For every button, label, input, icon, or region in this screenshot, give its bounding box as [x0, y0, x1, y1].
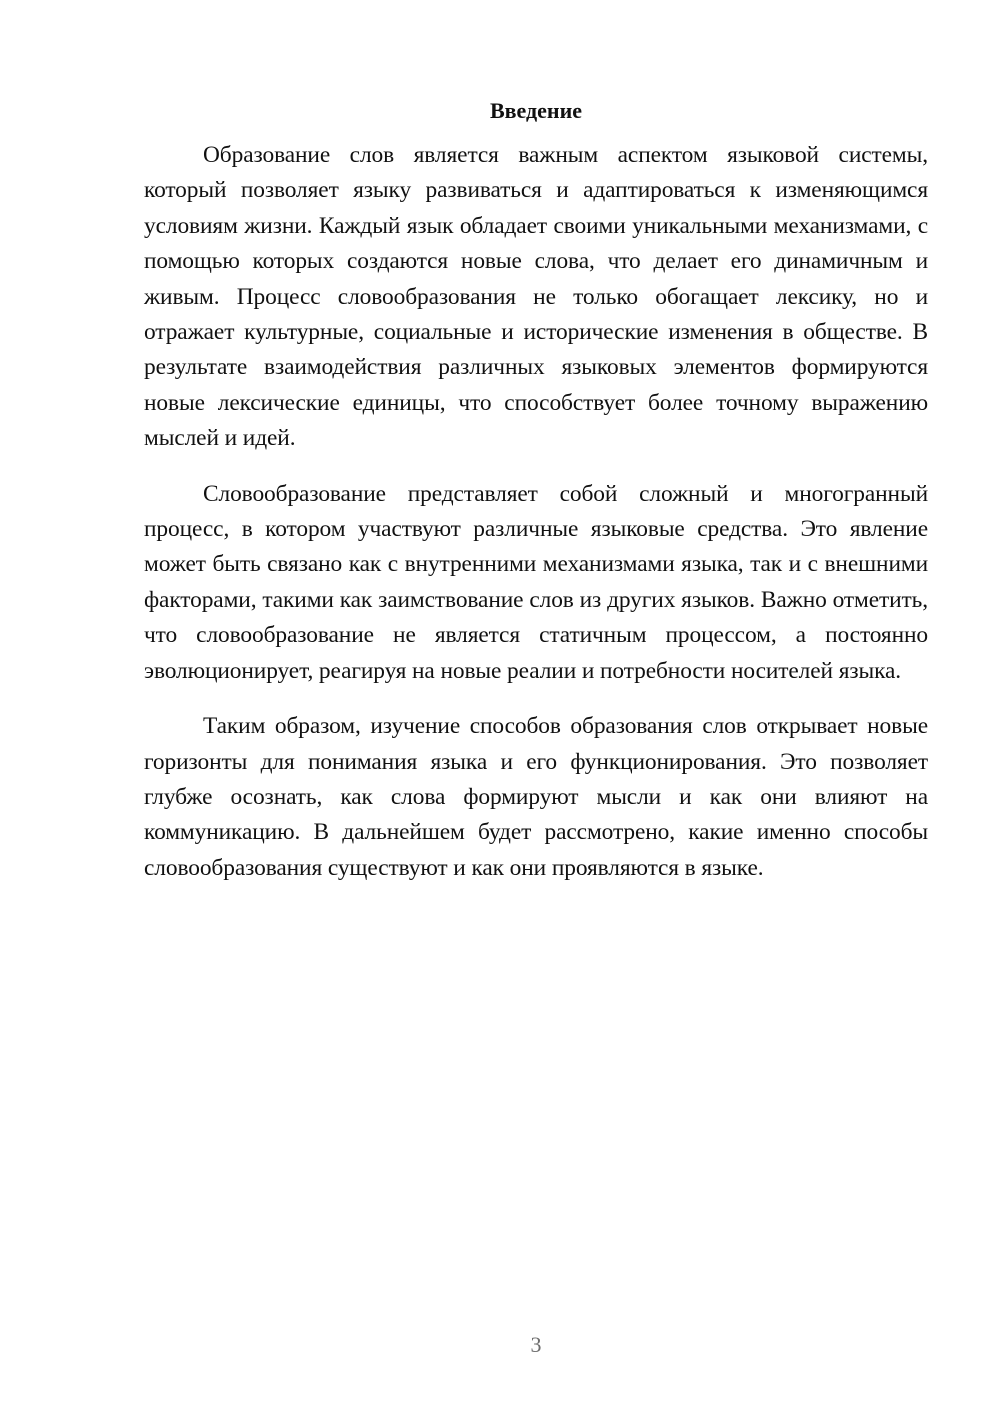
paragraph-2: Словообразование представляет собой сложный и многогранный процесс, в котором участвуют различные языковые средства. Это явление может быть связано как с внутренними механизмами языка, так и с внешними факторами, такими как заимствование слов из других языков. Важно отметить, что словообразование не является статичным процессом, а постоянно эволюционирует, реагируя на новые реалии и потребности носителей языка.: [144, 480, 928, 684]
paragraph-3: Таким образом, изучение способов образования слов открывает новые горизонты для понимания языка и его функционирования. Это позволяет глубже осознать, как слова формируют мысли и как они влияют на коммуникацию. В дальнейшем будет рассмотрено, какие именно способы словообразования существуют и как они проявляются в языке.: [144, 713, 928, 881]
page-title: Введение: [489, 98, 583, 123]
page-number: 3: [530, 1332, 542, 1357]
paragraph-1: Образование слов является важным аспектом языковой системы, который позволяет языку развиваться и адаптироваться к изменяющимся условиям жизни. Каждый язык обладает своими уникальными механизмами, с помощью которых создаются новые слова, что делает его динамичным и живым. Процесс словообразования не только обогащает лексику, но и отражает культурные, социальные и исторические изменения в обществе. В результате взаимодействия различных языковых элементов формируются новые лексические единицы, что способствует более точному выражению мыслей и идей.: [144, 142, 928, 452]
page-content: [144, 96, 928, 906]
